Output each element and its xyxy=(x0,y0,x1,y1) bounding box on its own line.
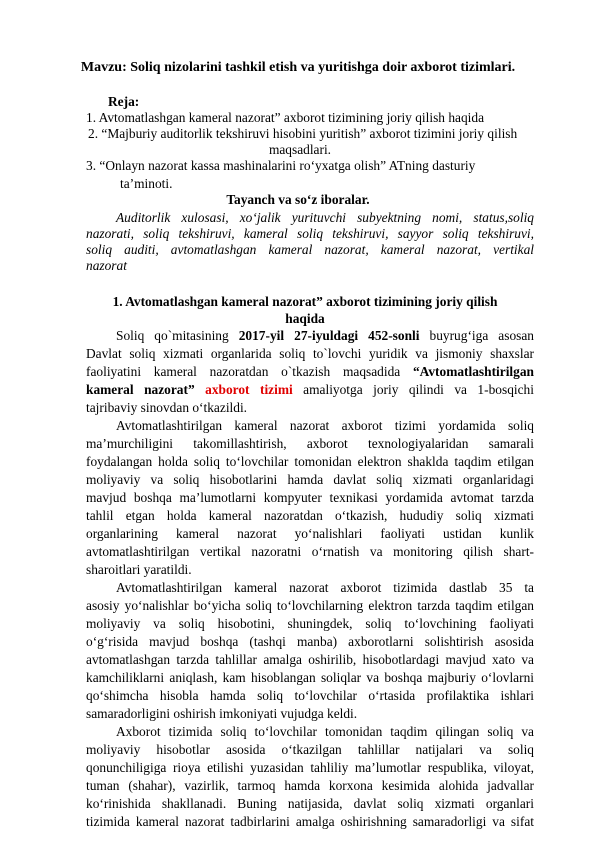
paragraph-line: Davlat soliq xizmati organlarida soliq to`lovchi yuridik va jismoniy shaxslar xyxy=(86,346,534,361)
keywords-line: nazorat xyxy=(86,258,127,273)
paragraph-line: moliyaviy va soliq hisobotini, shuningdek, soliq to‘lovchining faoliyati xyxy=(86,616,534,631)
paragraph-line: avtomatlashgan tarzda tahlillar amalga oshirilib, hisobotlardagi mavjud xato va xyxy=(86,652,534,667)
paragraph-line: asosiy yo‘nalishlar bo‘yicha soliq to‘lovchilarning elektron tarzda taqdim etilgan xyxy=(86,598,534,613)
keywords-line: soliq auditi, avtomatlashgan kameral nazorat, kameral nazorat, vertikal xyxy=(86,242,534,257)
paragraph-line: faoliyatini kameral nazoratdan o`tkazish maqsadida “Avtomatlashtirilgan xyxy=(86,364,534,379)
paragraph-line: Avtomatlashtirilgan kameral nazorat axborot tizimida dastlab 35 ta xyxy=(116,580,534,595)
paragraph-line: kamchiliklarni aniqlash, kam hisoblangan soliqlar va boshqa majburiy o‘lovlarni xyxy=(86,670,534,685)
paragraph-line: tahlil etgan holda kameral nazoratdan o‘tkazish, hududiy soliq xizmati xyxy=(86,508,534,523)
keywords-line: nazorati, soliq tekshiruvi, kameral soliq tekshiruvi, sayyor soliq tekshiruvi, xyxy=(86,226,534,241)
plan-item-3: 3. “Onlayn nazorat kassa mashinalarini ro‘yxatga olish” ATning dasturiy xyxy=(86,158,476,173)
paragraph-line: Avtomatlashtirilgan kameral nazorat axborot tizimi yordamida soliq xyxy=(116,418,534,433)
paragraph-line: ma’murchiligini takomillashtirish, axborot texnologiyalaridan samarali xyxy=(86,436,534,451)
paragraph-line: organlarining kameral nazorat yo‘nalishlari faoliyati ustidan kunlik xyxy=(86,526,534,541)
plan-item-1: 1. Avtomatlashgan kameral nazorat” axborot tizimining joriy qilish haqida xyxy=(86,110,485,125)
page-title: Mavzu: Soliq nizolarini tashkil etish va yuritishga doir axborot tizimlari. xyxy=(80,60,516,75)
paragraph-line: tajribaviy sinovdan o‘tkazildi. xyxy=(86,400,248,415)
plan-item-2: 2. “Majburiy auditorlik tekshiruvi hisobini yuritish” axborot tizimini joriy qilish xyxy=(88,126,518,141)
paragraph-line: qo‘shimcha hisobla hamda soliq to‘lovchilar o‘rtasida profilaktika ishlari xyxy=(86,688,534,703)
section-heading: 1. Avtomatlashgan kameral nazorat” axborot tizimining joriy qilish xyxy=(112,294,498,309)
paragraph-line: moliyaviy hisobotlar asosida o‘tkazilgan tahlillar natijalari va soliq xyxy=(86,742,534,757)
plan-heading: Reja: xyxy=(108,94,140,109)
paragraph-line: mavjud boshqa ma’lumotlarni kompyuter texnikasi yordamida avtomat tarzda xyxy=(86,490,534,505)
paragraph-line: tuman (shahar), vazirlik, tarmoq hamda korxona kesimida alohida jadvallar xyxy=(86,778,534,793)
keywords-line: Auditorlik xulosasi, xo‘jalik yurituvchi subyektning nomi, status,soliq xyxy=(116,210,534,225)
paragraph-line: qonunchiligiga rioya etilishi yuzasidan tahliliy ma’lumotlar respublika, viloyat, xyxy=(86,760,534,775)
paragraph-line: o‘g‘risida mavjud boshqa (tashqi manba) axborotlarni solishtirish asosida xyxy=(86,634,534,649)
paragraph-line: moliyaviy va soliq hisobotlarini hamda davlat soliq xizmati organlaridagi xyxy=(86,472,534,487)
keywords-heading: Tayanch va so‘z iboralar. xyxy=(226,192,370,207)
section-heading-cont: haqida xyxy=(285,311,325,326)
paragraph-line: ko‘rinishida shakllanadi. Buning natijasida, davlat soliq xizmati organlari xyxy=(86,796,534,811)
paragraph-line: Axborot tizimida soliq to‘lovchilar tomonidan taqdim qilingan soliq va xyxy=(116,724,534,739)
plan-item-3-cont: ta’minoti. xyxy=(120,176,173,191)
paragraph-line: avtomatlashtirilgan vertikal nazoratni o‘rnatish va monitoring qilish shart- xyxy=(86,544,534,559)
plan-item-2-cont: maqsadlari. xyxy=(268,142,332,157)
paragraph-line: Soliq qo`mitasining 2017-yil 27-iyuldagi 452-sonli buyrug‘iga asosan xyxy=(116,328,534,343)
paragraph-line: kameral nazorat” axborot tizimi amaliyotga joriy qilindi va 1-bosqichi xyxy=(86,382,534,397)
paragraph-line: foydalangan holda soliq to‘lovchilar tomonidan elektron shaklda taqdim etilgan xyxy=(86,454,534,469)
paragraph-line: samaradorligini oshirish imkoniyati vujudga keldi. xyxy=(86,706,358,721)
paragraph-line: sharoitlari yaratildi. xyxy=(86,562,192,577)
paragraph-line: tizimida kameral nazorat tadbirlarini amalga oshirishning samaradorligi va sifat xyxy=(86,814,534,829)
